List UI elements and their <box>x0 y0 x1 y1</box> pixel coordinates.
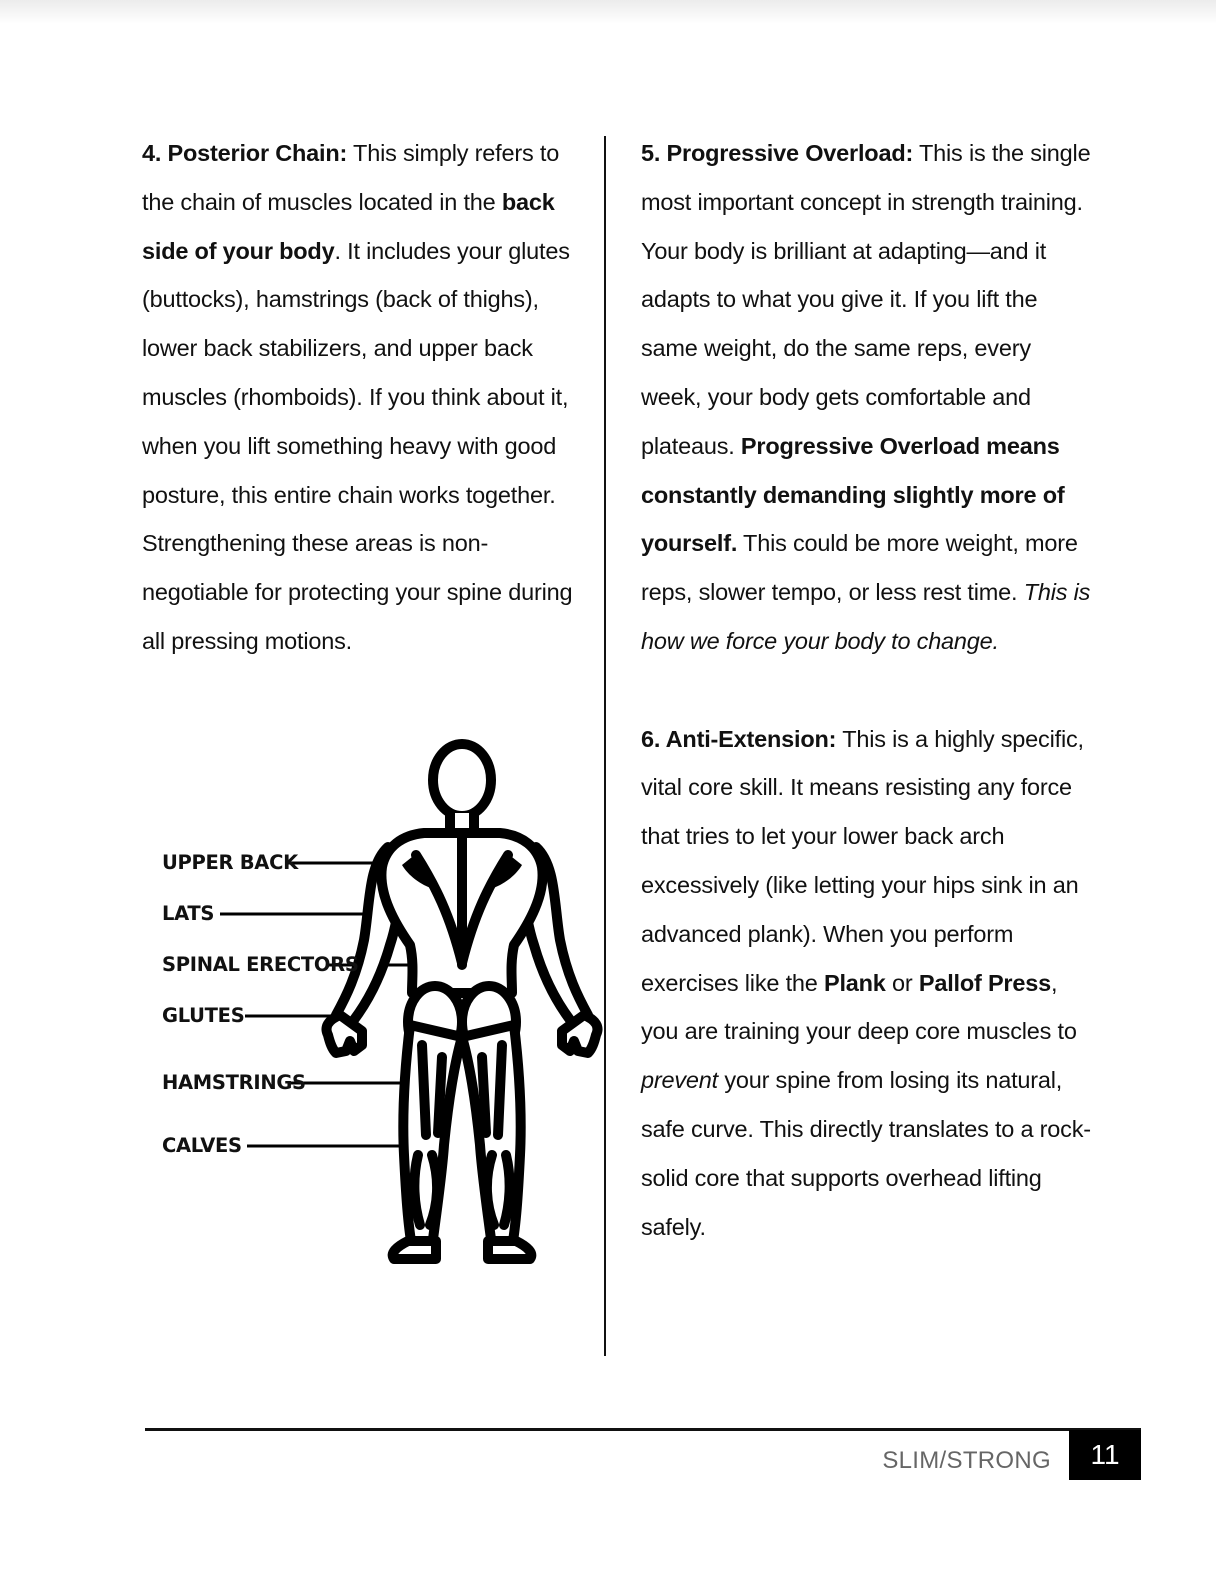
top-edge-shade <box>0 0 1216 24</box>
footer-brand: SLIM/STRONG <box>882 1447 1051 1474</box>
label-calves: CALVES <box>162 1134 242 1157</box>
anti-extension-text-1: This is a highly specific, vital core skill. It means resisting any force that tries to let your lower back arch excessively (like letting your hips sink in an advanced plank). When you perform exercises like the <box>641 725 1084 996</box>
progressive-overload-emphasis: Progressive Overload means constantly demanding slightly more of yourself. <box>641 432 1065 557</box>
progressive-overload-heading: 5. Progressive Overload: <box>641 140 914 166</box>
label-upper-back: UPPER BACK <box>162 851 298 874</box>
anti-extension-text-3: , you are training your deep core muscles to <box>641 969 1077 1045</box>
posterior-chain-heading: 4. Posterior Chain: <box>142 140 348 166</box>
posterior-chain-diagram <box>150 735 610 1275</box>
label-spinal-erectors: SPINAL ERECTORS <box>162 953 359 976</box>
posterior-chain-text-2: . It includes your glutes (buttocks), hamstrings (back of thighs), lower back stabilizers, and upper back muscles (rhomboids). If you think about it, when you lift something heavy with good posture, this entire chain works together. Strengthening these areas is non-negotiable for protecting your spine during all pressing motions. <box>142 237 573 654</box>
posterior-chain-paragraph <box>142 129 590 666</box>
pallof-press-term: Pallof Press <box>918 969 1051 996</box>
anti-extension-text-4: your spine from losing its natural, safe curve. This directly translates to a rock-solid core that supports overhead lifting safely. <box>641 1067 1091 1240</box>
anti-extension-paragraph <box>641 715 1091 1252</box>
anti-extension-text-2: or <box>885 969 919 996</box>
right-column <box>641 129 1091 1251</box>
plank-term: Plank <box>823 969 886 996</box>
page-number: 11 <box>1069 1430 1141 1480</box>
posterior-chain-text-1: This simply refers to the chain of muscles located in the <box>142 140 560 215</box>
anti-extension-heading: 6. Anti-Extension: <box>641 725 837 752</box>
posterior-chain-emphasis: back side of your body <box>142 188 555 264</box>
progressive-overload-paragraph <box>641 129 1091 666</box>
footer-rule <box>145 1428 1141 1431</box>
progressive-overload-text-2: This could be more weight, more reps, slower tempo, or less rest time. <box>641 530 1078 606</box>
label-hamstrings: HAMSTRINGS <box>162 1071 306 1094</box>
label-glutes: GLUTES <box>162 1004 245 1027</box>
prevent-emphasis: prevent <box>641 1067 718 1094</box>
progressive-overload-italic: This is how we force your body to change. <box>641 579 1091 654</box>
label-lats: LATS <box>162 902 215 925</box>
progressive-overload-text-1: This is the single most important concept in strength training. Your body is brilliant at adapting—and it adapts to what you give it. If you lift the same weight, do the same reps, every week, your body gets comfortable and plateaus. <box>641 140 1091 459</box>
body-outline <box>327 744 598 1259</box>
left-column <box>142 129 590 666</box>
